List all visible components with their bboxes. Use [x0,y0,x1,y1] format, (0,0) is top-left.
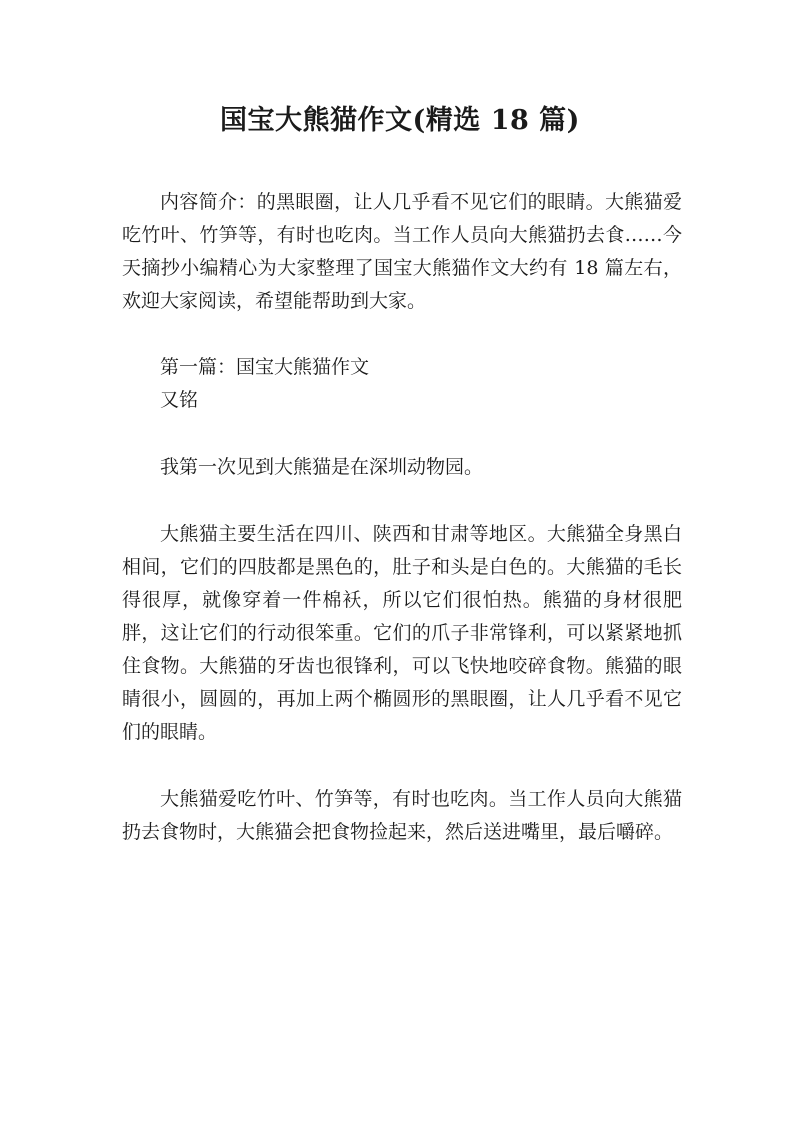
spacer [122,318,682,351]
spacer [122,484,682,518]
author-name: 又铭 [160,389,199,411]
body-paragraph-3: 大熊猫爱吃竹叶、竹笋等，有时也吃肉。当工作人员向大熊猫扔去食物时，大熊猫会把食物捡起来，然后送进嘴里，最后嚼碎。 [122,788,682,843]
document-title: 国宝大熊猫作文(精选 18 篇) [220,105,580,136]
document-body [122,186,682,849]
body-paragraph-1: 我第一次见到大熊猫是在深圳动物园。 [160,456,484,478]
body-paragraph-2: 大熊猫主要生活在四川、陕西和甘肃等地区。大熊猫全身黑白相间，它们的四肢都是黑色的，肚子和头是白色的。大熊猫的毛长得很厚，就像穿着一件棉袄，所以它们很怕热。熊猫的身材很肥胖，这让它们的行动很笨重。它们的爪子非常锋利，可以紧紧地抓住食物。大熊猫的牙齿也很锋利，可以飞快地咬碎食物。熊猫的眼睛很小，圆圆的，再加上两个椭圆形的黑眼圈，让人几乎看不见它们的眼睛。 [122,523,682,743]
spacer [122,417,682,451]
summary-paragraph: 内容简介：的黑眼圈，让人几乎看不见它们的眼睛。大熊猫爱吃竹叶、竹笋等，有时也吃肉。当工作人员向大熊猫扔去食……今天摘抄小编精心为大家整理了国宝大熊猫作文大约有 18 篇左右，欢迎大家阅读，希望能帮助到大家。 [122,191,682,312]
spacer [122,749,682,783]
chapter-heading: 第一篇：国宝大熊猫作文 [160,356,370,378]
